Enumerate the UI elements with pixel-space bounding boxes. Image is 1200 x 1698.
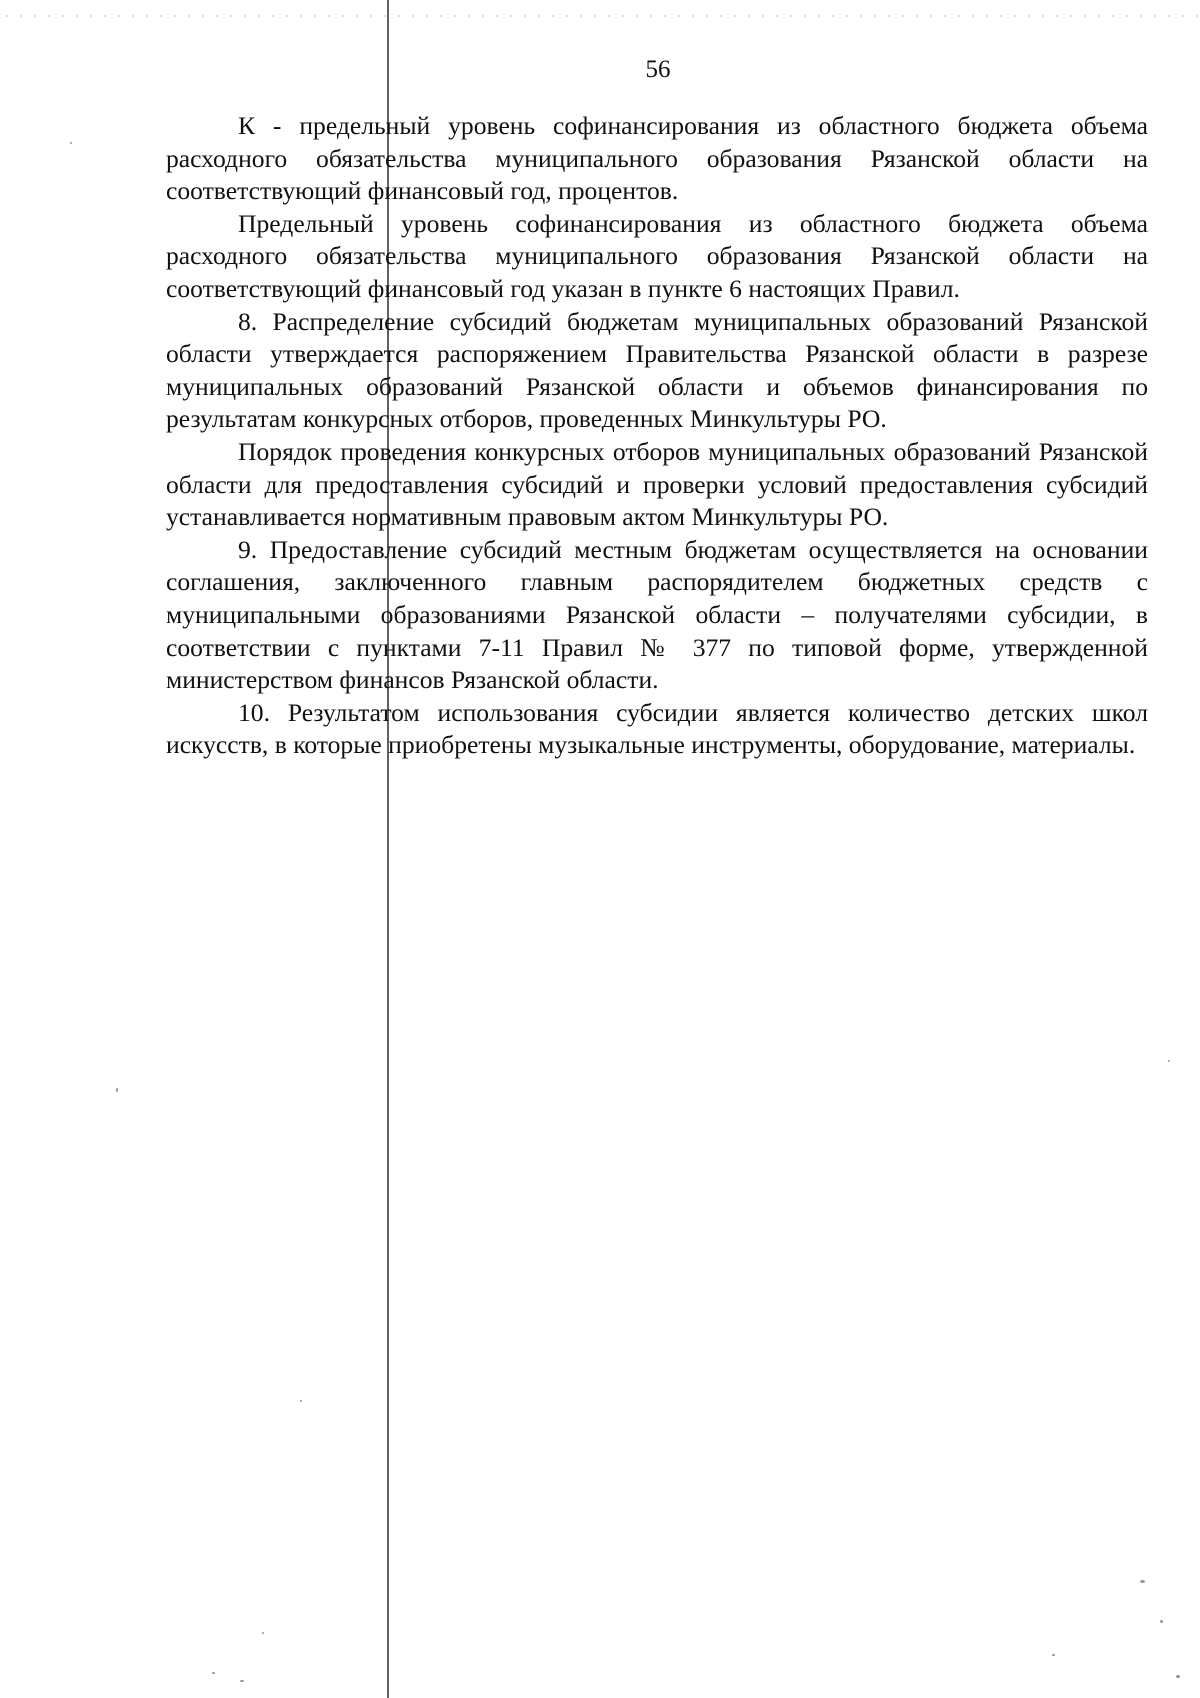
scan-speck (1168, 1060, 1170, 1062)
scan-speck (1176, 1675, 1180, 1678)
scan-speck (240, 1680, 244, 1682)
paragraph-selection-procedure: Порядок проведения конкурсных отборов муниципальных образований Рязанской области для предоставления субсидий и проверки условий предоставления субсидий устанавливается нормативным правовым актом Минкультуры РО. (166, 436, 1148, 532)
paragraph-item-9: 9. Предоставление субсидий местным бюджетам осуществляется на основании соглашения, заключенного главным распорядителем бюджетных средств с муниципальными образованиями Рязанской области – получателями субсидии, в соответствии с пунктами 7-11 Правил № 377 по типовой форме, утвержденной министерством финансов Рязанской области. (166, 534, 1148, 695)
scan-speck (1140, 1580, 1145, 1583)
scan-speck (116, 1088, 118, 1092)
document-body (166, 110, 1148, 762)
scan-speck (212, 1672, 215, 1674)
paragraph-cofinancing-limit: Предельный уровень софинансирования из областного бюджета объема расходного обязательства муниципального образования Рязанской области на соответствующий финансовый год указан в пункте 6 настоящих Правил. (166, 208, 1148, 303)
scan-speck (70, 142, 72, 144)
scan-speck (300, 1400, 302, 1402)
scan-speck (1160, 1620, 1163, 1623)
scan-edge-marks (0, 14, 1200, 18)
paragraph-item-10: 10. Результатом использования субсидии является количество детских школ искусств, в которые приобретены музыкальные инструменты, оборудование, материалы. (166, 697, 1148, 760)
page-number: 56 (645, 56, 671, 83)
scan-speck (262, 1632, 264, 1634)
scan-speck (1052, 1654, 1055, 1656)
paragraph-item-8: 8. Распределение субсидий бюджетам муниципальных образований Рязанской области утверждается распоряжением Правительства Рязанской области в разрезе муниципальных образований Рязанской области и объемов финансирования по результатам конкурсных отборов, проведенных Минкультуры РО. (166, 306, 1148, 434)
paragraph-coefficient-k: К - предельный уровень софинансирования из областного бюджета объема расходного обязательства муниципального образования Рязанской области на соответствующий финансовый год, процентов. (166, 111, 1148, 206)
